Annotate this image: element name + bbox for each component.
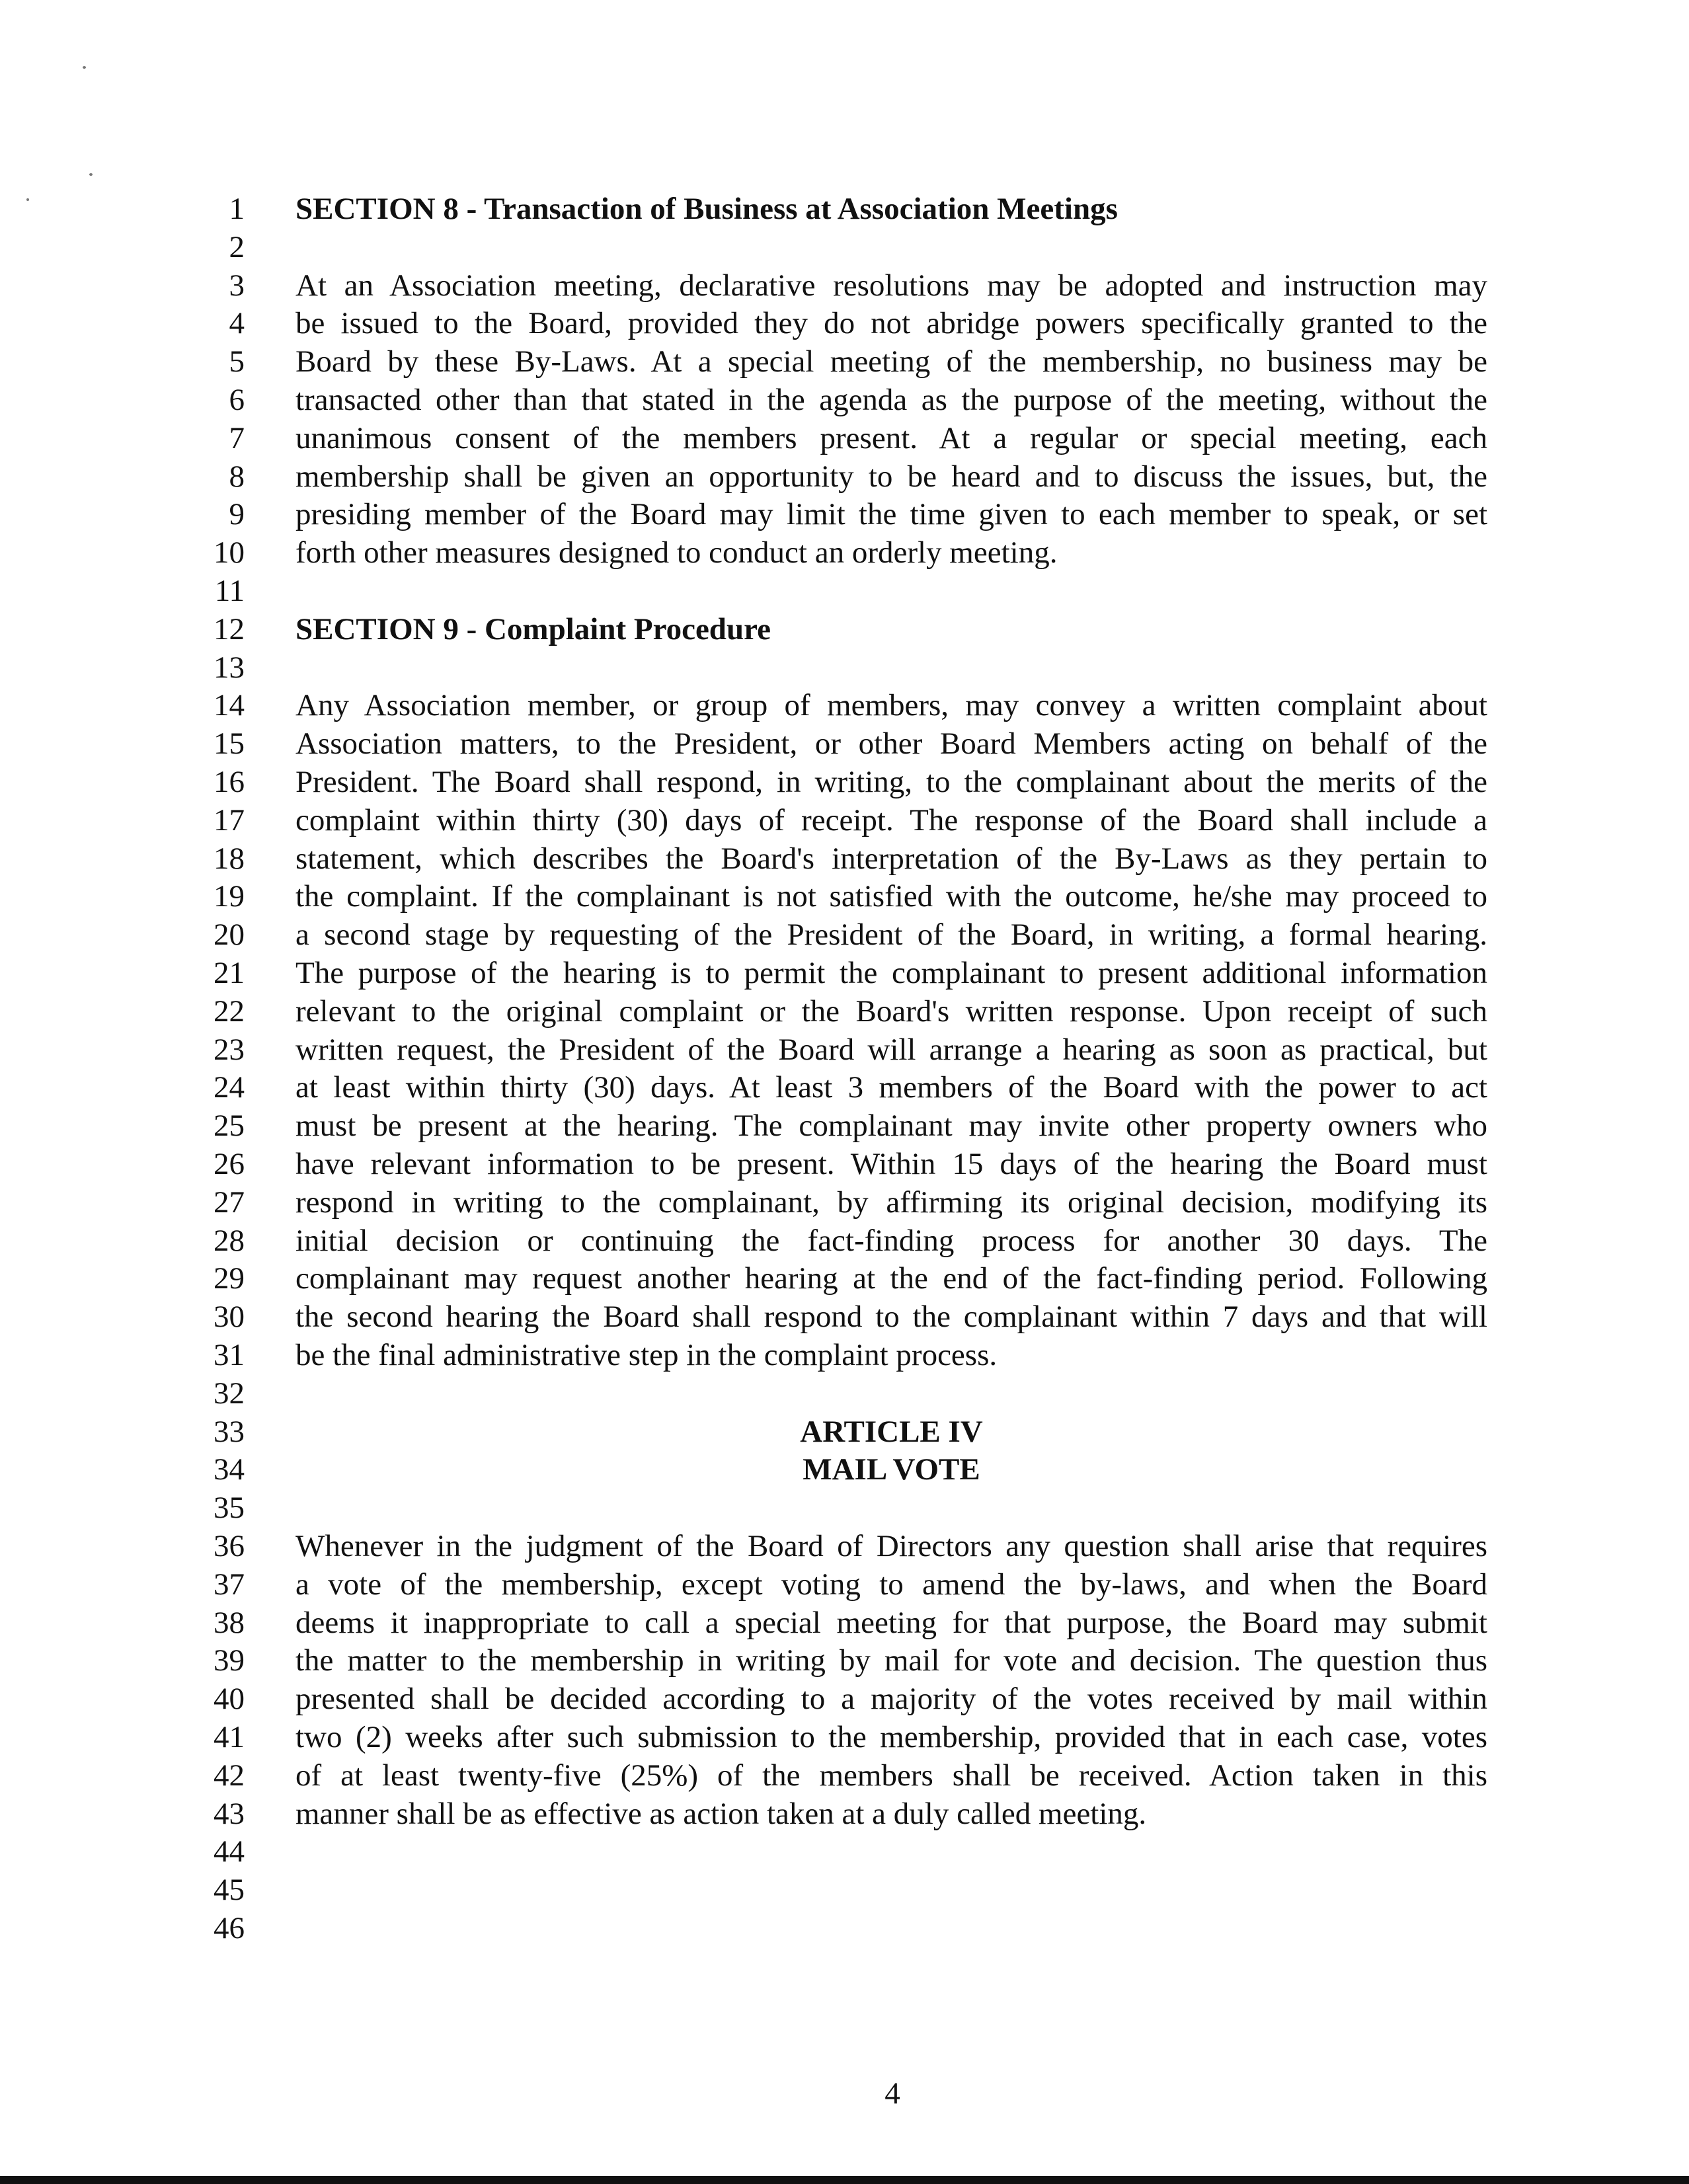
document-line [0,1107,1689,1145]
scan-speck [89,173,93,176]
line-text: of at least twenty-five (25%) of the members shall be received. Action taken in this [295,1758,1487,1793]
line-number: 33 [214,1414,245,1449]
line-text: President. The Board shall respond, in writing, to the complainant about the merits of the [295,765,1487,799]
scan-border [0,2176,1689,2184]
line-number: 14 [214,688,245,723]
document-line [0,763,1689,801]
line-text: a vote of the membership, except voting to amend the by-laws, and when the Board [295,1567,1487,1602]
line-number: 43 [214,1796,245,1831]
line-number: 16 [214,765,245,799]
document-line [0,686,1689,724]
document-line [0,457,1689,496]
document-line [0,1068,1689,1107]
line-text: two (2) weeks after such submission to the membership, provided that in each case, votes [295,1720,1487,1754]
document-line [0,1832,1689,1871]
document-line [0,610,1689,648]
line-number: 29 [214,1261,245,1296]
document-line [0,381,1689,419]
line-text: forth other measures designed to conduct an orderly meeting. [295,535,1058,570]
page-number: 4 [884,2076,900,2111]
line-text: complainant may request another hearing at the end of the fact-finding period. Following [295,1261,1487,1296]
line-number: 46 [214,1911,245,1945]
document-line [0,1680,1689,1718]
document-line [0,839,1689,878]
line-text: written request, the President of the Board will arrange a hearing as soon as practical, but [295,1032,1487,1067]
line-number: 11 [214,574,245,608]
document-line [0,190,1689,228]
document-line [0,1909,1689,1947]
document-line [0,801,1689,839]
line-text: at least within thirty (30) days. At least 3 members of the Board with the power to act [295,1070,1487,1105]
document-line [0,1489,1689,1527]
line-number: 41 [214,1720,245,1754]
line-number: 36 [214,1529,245,1563]
document-line [0,228,1689,266]
line-text: must be present at the hearing. The complainant may invite other property owners who [295,1109,1487,1144]
line-number: 34 [214,1452,245,1487]
line-text: statement, which describes the Board's interpretation of the By-Laws as they pertain to [295,841,1487,876]
line-text: Association matters, to the President, or other Board Members acting on behalf of the [295,726,1487,761]
document-line [0,1413,1689,1451]
article-heading: ARTICLE IV [800,1414,983,1449]
line-number: 23 [214,1032,245,1067]
line-text: manner shall be as effective as action taken at a duly called meeting. [295,1796,1147,1831]
line-number: 17 [214,802,245,838]
line-text: have relevant information to be present. Within 15 days of the hearing the Board must [295,1147,1487,1181]
line-number: 10 [214,535,245,570]
line-number: 6 [229,383,245,417]
document-line [0,1641,1689,1680]
line-number: 31 [214,1338,245,1372]
line-number: 21 [214,956,245,990]
line-number: 5 [229,344,245,379]
line-text: the complaint. If the complainant is not satisfied with the outcome, he/she may proceed to [295,879,1487,914]
line-number: 15 [214,726,245,761]
line-number: 40 [214,1682,245,1717]
document-line [0,304,1689,342]
line-number: 19 [214,879,245,914]
line-number: 2 [229,229,245,264]
document-line [0,1718,1689,1756]
line-number: 28 [214,1223,245,1258]
document-line [0,954,1689,992]
document-line [0,342,1689,381]
line-text: respond in writing to the complainant, by affirming its original decision, modifying its [295,1185,1487,1220]
document-line [0,1031,1689,1069]
line-number: 8 [229,459,245,494]
line-number: 39 [214,1643,245,1678]
document-line [0,1298,1689,1336]
document-line [0,533,1689,572]
document-line [0,1336,1689,1374]
line-number: 37 [214,1567,245,1602]
line-number: 45 [214,1873,245,1908]
document-line [0,916,1689,954]
line-text: presented shall be decided according to a majority of the votes received by mail within [295,1682,1487,1717]
line-text: The purpose of the hearing is to permit the complainant to present additional information [295,956,1487,990]
document-line [0,648,1689,687]
document-line [0,572,1689,610]
scan-speck [83,66,86,69]
line-text: complaint within thirty (30) days of receipt. The response of the Board shall include a [295,802,1487,838]
line-number: 44 [214,1834,245,1869]
line-text: transacted other than that stated in the agenda as the purpose of the meeting, without the [295,383,1487,417]
line-number: 22 [214,994,245,1029]
document-line [0,1795,1689,1833]
document-line [0,1527,1689,1565]
line-text: be issued to the Board, provided they do not abridge powers specifically granted to the [295,306,1487,341]
section-heading: SECTION 9 - Complaint Procedure [295,611,771,646]
line-text: Whenever in the judgment of the Board of Directors any question shall arise that requires [295,1529,1487,1563]
document-line [0,992,1689,1031]
line-text: a second stage by requesting of the President of the Board, in writing, a formal hearing. [295,917,1487,953]
section-heading: SECTION 8 - Transaction of Business at Association Meetings [295,192,1118,226]
line-text: relevant to the original complaint or the Board's written response. Upon receipt of such [295,994,1487,1029]
document-line [0,1450,1689,1489]
document-line [0,1183,1689,1222]
document-line [0,1756,1689,1795]
line-number: 32 [214,1376,245,1411]
line-number: 18 [214,841,245,876]
document-line [0,1222,1689,1260]
line-number: 24 [214,1070,245,1105]
document-line [0,1259,1689,1298]
line-number: 1 [229,192,245,226]
line-number: 9 [229,497,245,532]
line-number: 7 [229,420,245,455]
line-text: deems it inappropriate to call a special meeting for that purpose, the Board may submit [295,1605,1487,1640]
line-number: 4 [229,306,245,341]
article-heading: MAIL VOTE [803,1452,980,1487]
line-text: the matter to the membership in writing by mail for vote and decision. The question thus [295,1643,1487,1678]
line-number: 20 [214,917,245,953]
document-line [0,1871,1689,1909]
document-line [0,1565,1689,1604]
line-number: 30 [214,1300,245,1335]
line-text: unanimous consent of the members present. At a regular or special meeting, each [295,420,1487,455]
document-line [0,266,1689,305]
line-number: 3 [229,268,245,303]
line-number: 27 [214,1185,245,1220]
line-text: membership shall be given an opportunity to be heard and to discuss the issues, but, the [295,459,1487,494]
line-number: 12 [214,611,245,646]
line-text: initial decision or continuing the fact-finding process for another 30 days. The [295,1223,1487,1258]
document-line [0,495,1689,533]
line-text: At an Association meeting, declarative resolutions may be adopted and instruction may [295,268,1487,303]
line-number: 26 [214,1147,245,1181]
document-line [0,877,1689,916]
line-text: presiding member of the Board may limit the time given to each member to speak, or set [295,497,1487,532]
line-number: 25 [214,1109,245,1144]
line-number: 42 [214,1758,245,1793]
document-line [0,1374,1689,1413]
line-text: Board by these By-Laws. At a special meeting of the membership, no business may be [295,344,1487,379]
line-number: 38 [214,1605,245,1640]
line-number: 35 [214,1491,245,1526]
line-text: Any Association member, or group of members, may convey a written complaint about [295,688,1487,723]
document-line [0,419,1689,457]
line-text: be the final administrative step in the complaint process. [295,1338,998,1372]
document-line [0,1604,1689,1642]
document-line [0,1145,1689,1183]
line-number: 13 [214,650,245,685]
document-line [0,724,1689,763]
line-text: the second hearing the Board shall respond to the complainant within 7 days and that will [295,1300,1487,1335]
